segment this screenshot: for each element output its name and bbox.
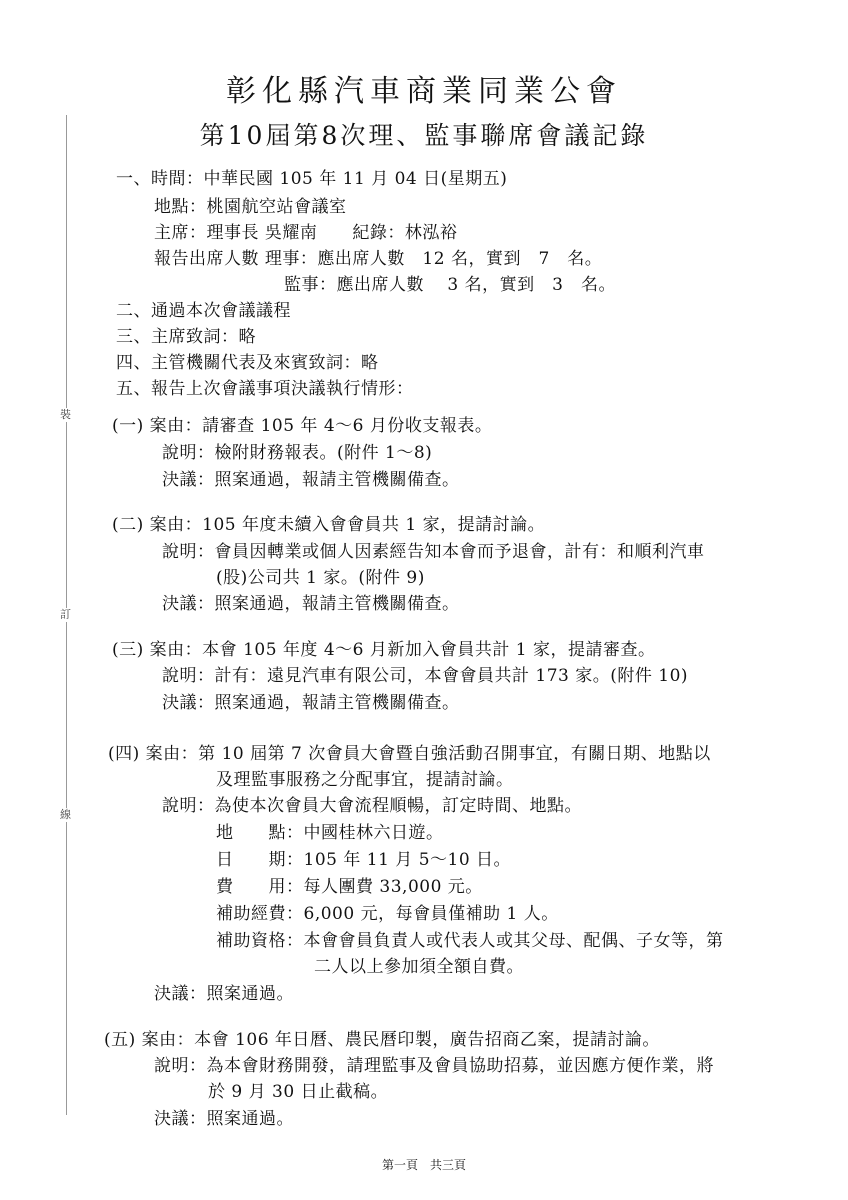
agenda-item-three: 三、主席致詞：略 — [116, 327, 256, 347]
item2-case: (二) 案由：105 年度未續入會會員共 1 家，提請討論。 — [112, 515, 546, 535]
item2-explanation-cont: (股)公司共 1 家。(附件 9) — [216, 568, 425, 588]
item1-case: (一) 案由：請審查 105 年 4～6 月份收支報表。 — [112, 416, 493, 436]
item3-case: (三) 案由：本會 105 年度 4～6 月新加入會員共計 1 家，提請審查。 — [112, 640, 656, 660]
item4-eligibility: 補助資格：本會會員負責人或代表人或其父母、配偶、子女等，第 — [216, 931, 724, 951]
item1-resolution: 決議：照案通過，報請主管機關備查。 — [162, 470, 460, 490]
item5-explanation-cont: 於 9 月 30 日止截稿。 — [208, 1082, 389, 1102]
document-subtitle: 第10屆第8次理、監事聯席會議記錄 — [199, 121, 649, 150]
item4-case-cont: 及理監事服務之分配事宜，提請討論。 — [216, 770, 514, 790]
meeting-chair-recorder: 主席：理事長 吳耀南 紀錄：林泓裕 — [154, 223, 458, 243]
item4-resolution: 決議：照案通過。 — [154, 984, 294, 1004]
attendance-directors: 報告出席人數 理事：應出席人數 12 名，實到 7 名。 — [154, 249, 603, 269]
item5-case: (五) 案由：本會 106 年日曆、農民曆印製，廣告招商乙案，提請討論。 — [104, 1030, 660, 1050]
item3-resolution: 決議：照案通過，報請主管機關備查。 — [162, 693, 460, 713]
agenda-item-four: 四、主管機關代表及來賓致詞：略 — [116, 353, 379, 373]
item5-explanation: 說明：為本會財務開發，請理監事及會員協助招募，並因應方便作業，將 — [154, 1056, 714, 1076]
item4-date: 日 期：105 年 11 月 5～10 日。 — [216, 850, 512, 870]
item4-case: (四) 案由：第 10 屆第 7 次會員大會暨自強活動召開事宜，有關日期、地點以 — [108, 744, 711, 764]
item2-explanation: 說明：會員因轉業或個人因素經告知本會而予退會，計有：和順利汽車 — [162, 542, 705, 562]
meeting-location: 地點：桃園航空站會議室 — [154, 197, 347, 217]
item4-location: 地 點：中國桂林六日遊。 — [216, 823, 444, 843]
binding-mark-zhuang: 裝 — [60, 408, 71, 421]
item4-explanation: 說明：為使本次會員大會流程順暢，訂定時間、地點。 — [162, 796, 582, 816]
item4-cost: 費 用：每人團費 33,000 元。 — [216, 877, 483, 897]
item2-resolution: 決議：照案通過，報請主管機關備查。 — [162, 594, 460, 614]
item5-resolution: 決議：照案通過。 — [154, 1109, 294, 1129]
document-title: 彰化縣汽車商業同業公會 — [226, 74, 622, 109]
item4-eligibility-cont: 二人以上參加須全額自費。 — [314, 957, 524, 977]
agenda-item-two: 二、通過本次會議議程 — [116, 301, 291, 321]
meeting-time: 一、時間：中華民國 105 年 11 月 04 日(星期五) — [116, 169, 508, 189]
binding-mark-ding: 訂 — [60, 608, 71, 621]
agenda-item-five: 五、報告上次會議事項決議執行情形： — [116, 379, 414, 399]
item3-explanation: 說明：計有：遠見汽車有限公司，本會會員共計 173 家。(附件 10) — [162, 666, 689, 686]
item4-subsidy: 補助經費：6,000 元，每會員僅補助 1 人。 — [216, 904, 559, 924]
page-footer: 第一頁 共三頁 — [381, 1158, 466, 1172]
item1-explanation: 說明：檢附財務報表。(附件 1～8) — [162, 443, 433, 463]
binding-mark-xian: 線 — [60, 808, 71, 821]
attendance-supervisors: 監事：應出席人數 3 名，實到 3 名。 — [284, 275, 616, 295]
